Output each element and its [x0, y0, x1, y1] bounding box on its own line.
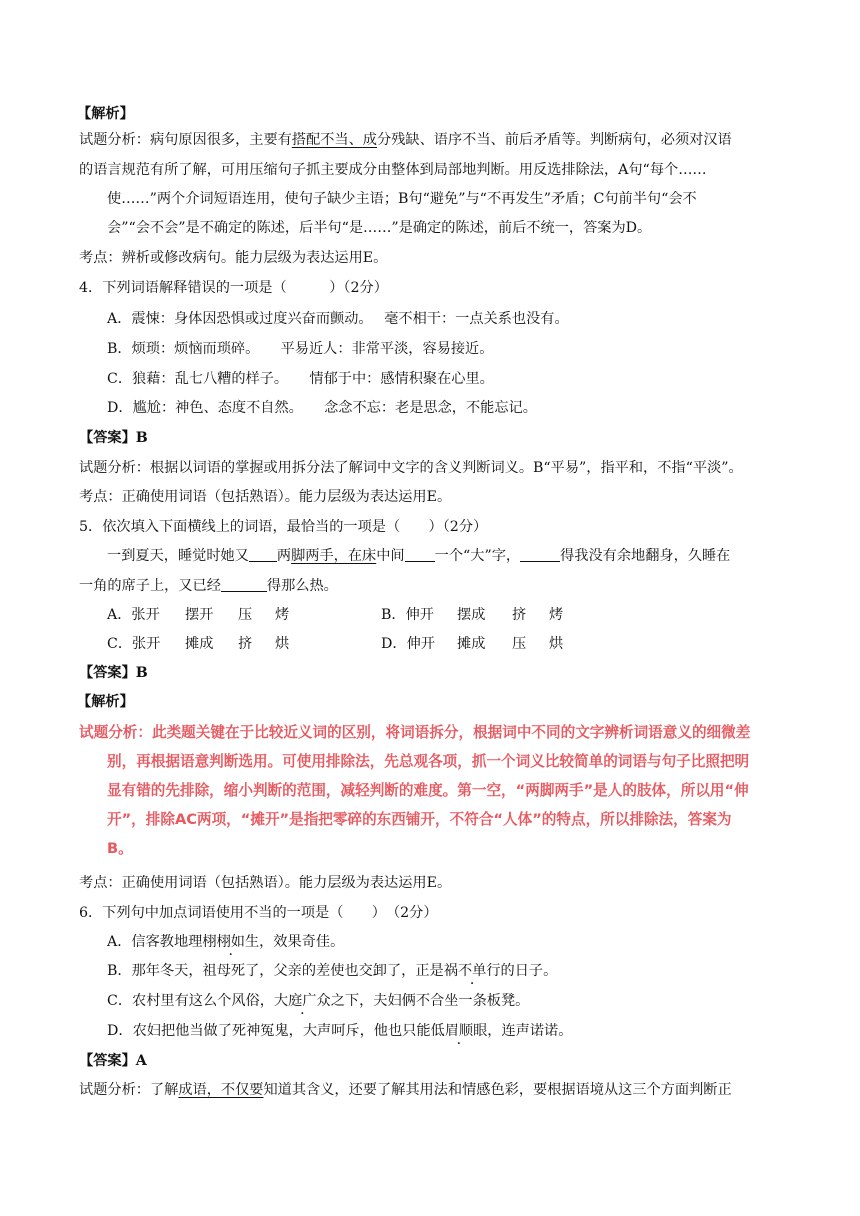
underlined-text: 成语，不仅要 — [178, 1082, 264, 1098]
q6-stem: 6．下列句中加点词语使用不当的一项是（ ） （2分） — [79, 905, 438, 921]
q5-analysis-heading: 【解析】 — [77, 694, 134, 710]
q6-option-a — [107, 932, 344, 952]
option-word: 烘 — [275, 636, 290, 652]
q5-answer: 【答案】B — [79, 665, 148, 681]
q6-option-d — [107, 1021, 572, 1041]
option-word: 烤 — [275, 607, 290, 623]
option-word: 压 — [512, 636, 527, 652]
q3-analysis-line-3: 使……”两个介词短语连用，使句子缺少主语；B句“避免”与“不再发生”矛盾；C句前半句“会不 — [107, 191, 697, 207]
q5-text: 一个“大”字， — [434, 548, 521, 564]
q4-option-a: A．震悚：身体因恐惧或过度兴奋而颤动。 毫不相干：一点关系也没有。 — [107, 311, 569, 327]
option-word: 烤 — [549, 607, 564, 623]
q3-analysis-text: 分残缺、语序不当、前后矛盾等。判断病句，必须对汉语 — [377, 132, 732, 148]
q5-analysis-line-2: 别，再根据语意判断选用。可使用排除法，先总观各项，抓一个词义比较简单的词语与句子比照把明 — [107, 753, 750, 770]
q6-text: ，连声诺诺。 — [487, 1023, 573, 1039]
q5-text: 得我没有余地翻身，久睡在 — [560, 548, 731, 564]
q5-sentence-line-1 — [107, 546, 730, 566]
q5-text: 一到夏天，睡觉时她又 — [107, 548, 249, 564]
q4-option-c: C．狼藉：乱七八糟的样子。 情郁于中：感情积聚在心里。 — [107, 371, 494, 387]
q5-sentence-line-2 — [79, 576, 338, 596]
q3-analysis-line-1 — [79, 130, 732, 150]
underlined-text: 搭配不当 — [291, 132, 349, 148]
option-word: 烘 — [549, 636, 564, 652]
q6-analysis-text: 试题分析：了解 — [79, 1082, 179, 1098]
q5-kaodian: 考点：正确使用词语（包括熟语）。能力层级为表达运用E。 — [79, 875, 452, 891]
q6-option-b — [107, 961, 557, 981]
analysis-heading: 【解析】 — [77, 106, 134, 122]
q5-stem: 5．依次填入下面横线上的词语，最恰当的一项是（ ）（2分） — [79, 519, 488, 535]
fill-blank-3 — [520, 547, 560, 562]
q5-text: 得那么热。 — [266, 578, 338, 594]
q6-text: C．农村里有这么个风俗， — [107, 993, 274, 1009]
q6-text: D．农妇把他当做了死神冤鬼，大声呵斥，他也只能 — [107, 1023, 431, 1039]
q5-text: 一角的席子上，又已经 — [79, 578, 221, 594]
dotted-phrase: 栩栩如生 — [202, 934, 260, 950]
option-word: C．张开 — [107, 636, 161, 652]
q6-option-c — [107, 991, 529, 1011]
q6-analysis-text: 知道其含义，还要了解其用法和情感色彩，要根据语境从这三个方面判断正 — [263, 1082, 732, 1098]
option-word: B．伸开 — [381, 607, 434, 623]
q5-analysis-line-4: 开”，排除AC两项，“摊开”是指把零碎的东西铺开，不符合“人体”的特点，所以排除法，答案为 — [107, 811, 732, 828]
q6-text: ，效果奇佳。 — [259, 934, 345, 950]
underlined-text: 脚两手，在床 — [291, 548, 377, 564]
dotted-phrase: 大庭广众 — [273, 993, 331, 1009]
q4-answer: 【答案】B — [79, 430, 148, 446]
option-word: 摆成 — [457, 607, 486, 623]
q3-analysis-line-2: 的语言规范有所了解，可用压缩句子抓主要成分由整体到局部地判断。用反选排除法，A句“每个…… — [79, 162, 707, 178]
dotted-phrase: 低眉顺眼 — [430, 1023, 488, 1039]
q6-text: B．那年冬天，祖母死了，父亲的差使也交卸了，正是 — [107, 963, 444, 979]
q3-analysis-line-4: 会”“会不会”是不确定的陈述，后半句“是……”是确定的陈述，前后不统一，答案为D。 — [107, 220, 652, 236]
q4-analysis: 试题分析：根据以词语的掌握或用拆分法了解词中文字的含义判断词义。B“平易”，指平和，不指“平淡”。 — [79, 460, 743, 476]
underlined-text: 成 — [362, 132, 377, 148]
q6-analysis — [79, 1080, 732, 1100]
option-word: 挤 — [512, 607, 527, 623]
q4-option-b: B．烦琐：烦恼而琐碎。 平易近人：非常平淡，容易接近。 — [107, 341, 494, 357]
underlined-text: 、 — [348, 132, 363, 148]
dotted-phrase: 祸不单行 — [443, 963, 501, 979]
q3-analysis-text: 试题分析：病句原因很多，主要有 — [79, 132, 292, 148]
option-word: D．伸开 — [381, 636, 435, 652]
q4-stem: 4．下列词语解释错误的一项是（ ）（2分） — [79, 280, 388, 296]
option-word: 挤 — [238, 636, 253, 652]
q5-analysis-line-1: 试题分析：此类题关键在于比较近义词的区别，将词语拆分，根据词中不同的文字辨析词语意义的细微差 — [79, 724, 751, 741]
fill-blank-4 — [221, 577, 267, 592]
q6-text: 的日子。 — [500, 963, 558, 979]
q6-text: 之下，夫妇俩不合坐一条板凳。 — [330, 993, 530, 1009]
option-word: A．张开 — [107, 607, 160, 623]
fill-blank-2 — [405, 547, 435, 562]
q4-kaodian: 考点：正确使用词语（包括熟语）。能力层级为表达运用E。 — [79, 489, 452, 505]
q5-text: 中间 — [376, 548, 405, 564]
q5-text: 两 — [276, 548, 292, 564]
q6-answer: 【答案】A — [79, 1053, 147, 1069]
option-word: 压 — [238, 607, 253, 623]
q5-analysis-line-3: 显有错的先排除，缩小判断的范围，减轻判断的难度。第一空，“两脚两手”是人的肢体，所以用“伸 — [107, 782, 749, 799]
q4-option-d: D．尴尬：神色、态度不自然。 念念不忘：老是思念，不能忘记。 — [107, 400, 537, 416]
option-word: 摆开 — [185, 607, 214, 623]
fill-blank-1 — [249, 547, 277, 562]
option-word: 摊成 — [457, 636, 486, 652]
q5-analysis-line-5: B。 — [107, 840, 133, 857]
q3-kaodian: 考点：辨析或修改病句。能力层级为表达运用E。 — [79, 250, 388, 266]
q6-text: A．信客教地理 — [107, 934, 203, 950]
option-word: 摊成 — [185, 636, 214, 652]
